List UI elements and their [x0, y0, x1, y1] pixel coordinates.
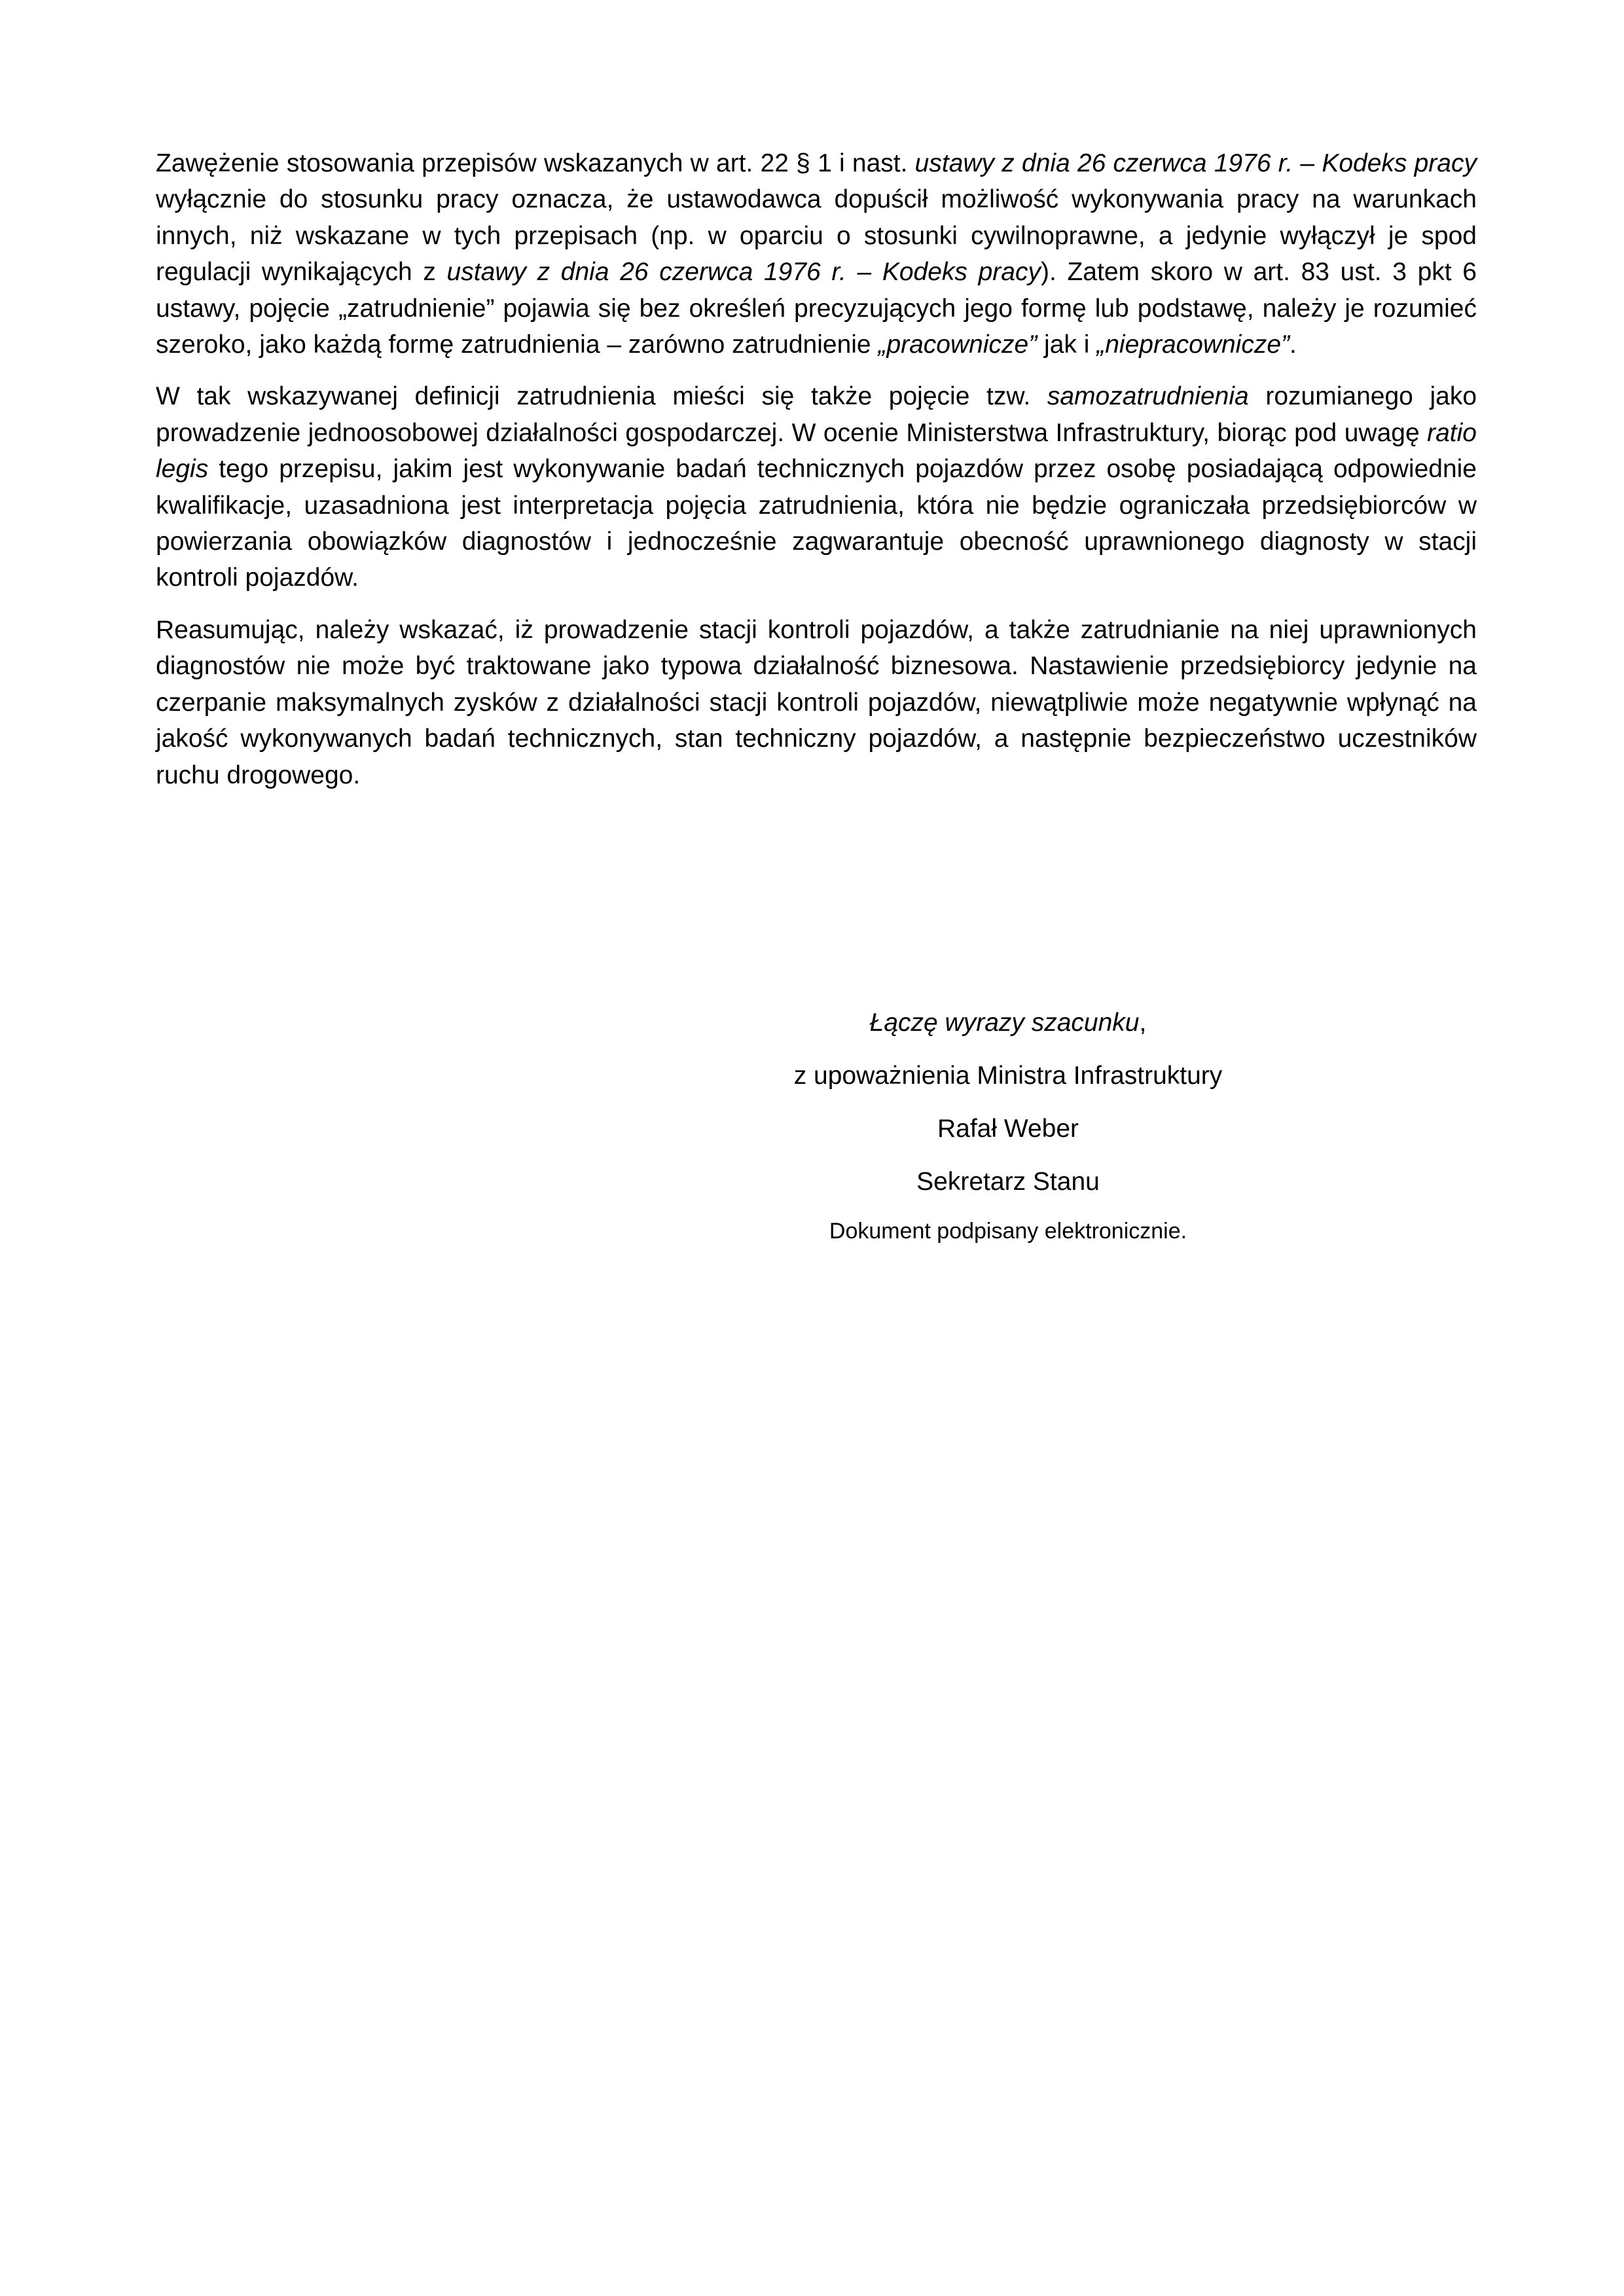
- italic-text-run: samozatrudnienia: [1047, 382, 1249, 411]
- letter-closing: [720, 1005, 1296, 1264]
- text-run: Zawężenie stosowania przepisów wskazanych w art. 22 § 1 i nast.: [156, 149, 915, 177]
- paragraph-employment-scope: [156, 145, 1477, 363]
- text-run: wyłącznie do stosunku pracy oznacza, że ustawodawca dopuścił możliwość wykonywania pracy na warunkach innych, niż wskazane w tych przepisach (np. w oparciu o stosunki cywilnoprawne, a jedynie wyłączył je spod regulacji wynikających z: [156, 185, 1477, 287]
- closing-greeting-punct: ,: [1139, 1009, 1147, 1037]
- electronic-signature-note: Dokument podpisany elektronicznie.: [829, 1219, 1187, 1244]
- text-run: .: [1290, 331, 1297, 359]
- italic-text-run: „niepracownicze”: [1096, 331, 1290, 359]
- closing-greeting: Łączę wyrazy szacunku: [869, 1009, 1140, 1037]
- text-run: Reasumując, należy wskazać, iż prowadzenie stacji kontroli pojazdów, a także zatrudnianie na niej uprawnionych diagnostów nie może być traktowane jako typowa działalność biznesowa. Nastawienie przedsiębiorcy jedynie na czerpanie maksymalnych zysków z działalności stacji kontroli pojazdów, niewątpliwie może negatywnie wpłynąć na jakość wykonywanych badań technicznych, stan techniczny pojazdów, a następnie bezpieczeństwo uczestników ruchu drogowego.: [156, 615, 1477, 789]
- closing-authorization: z upoważnienia Ministra Infrastruktury: [793, 1062, 1223, 1090]
- text-run: jak i: [1037, 331, 1097, 359]
- text-run: rozumianego jako prowadzenie jednoosobowej działalności gospodarczej. W ocenie Ministerstwa Infrastruktury, biorąc pod uwagę: [156, 382, 1477, 447]
- italic-text-run: ustawy z dnia 26 czerwca 1976 r. – Kodeks pracy: [446, 258, 1041, 287]
- italic-text-run: ratio legis: [156, 418, 1477, 484]
- text-run: ). Zatem skoro w art. 83 ust. 3 pkt 6 ustawy, pojęcie „zatrudnienie” pojawia się bez określeń precyzujących jego formę lub podstawę, należy je rozumieć szeroko, jako każdą formę zatrudnienia – zarówno zatrudnienie: [156, 258, 1477, 359]
- italic-text-run: „pracownicze”: [878, 331, 1038, 359]
- closing-greeting-line: [720, 1005, 1296, 1041]
- signatory-position: Sekretarz Stanu: [916, 1168, 1100, 1196]
- paragraph-self-employment: [156, 378, 1477, 596]
- signatory-name: Rafał Weber: [937, 1115, 1079, 1143]
- text-run: W tak wskazywanej definicji zatrudnienia mieści się także pojęcie tzw.: [156, 382, 1047, 411]
- text-run: tego przepisu, jakim jest wykonywanie badań technicznych pojazdów przez osobę posiadającą odpowiednie kwalifikacje, uzasadniona jest interpretacja pojęcia zatrudnienia, która nie będzie ograniczała przedsiębiorców w powierzania obowiązków diagnostów i jednocześnie zagwarantuje obecność uprawnionego diagnosty w stacji kontroli pojazdów.: [156, 455, 1477, 592]
- letter-body: [156, 145, 1477, 809]
- italic-text-run: ustawy z dnia 26 czerwca 1976 r. – Kodeks pracy: [914, 149, 1477, 177]
- paragraph-summary: [156, 612, 1477, 793]
